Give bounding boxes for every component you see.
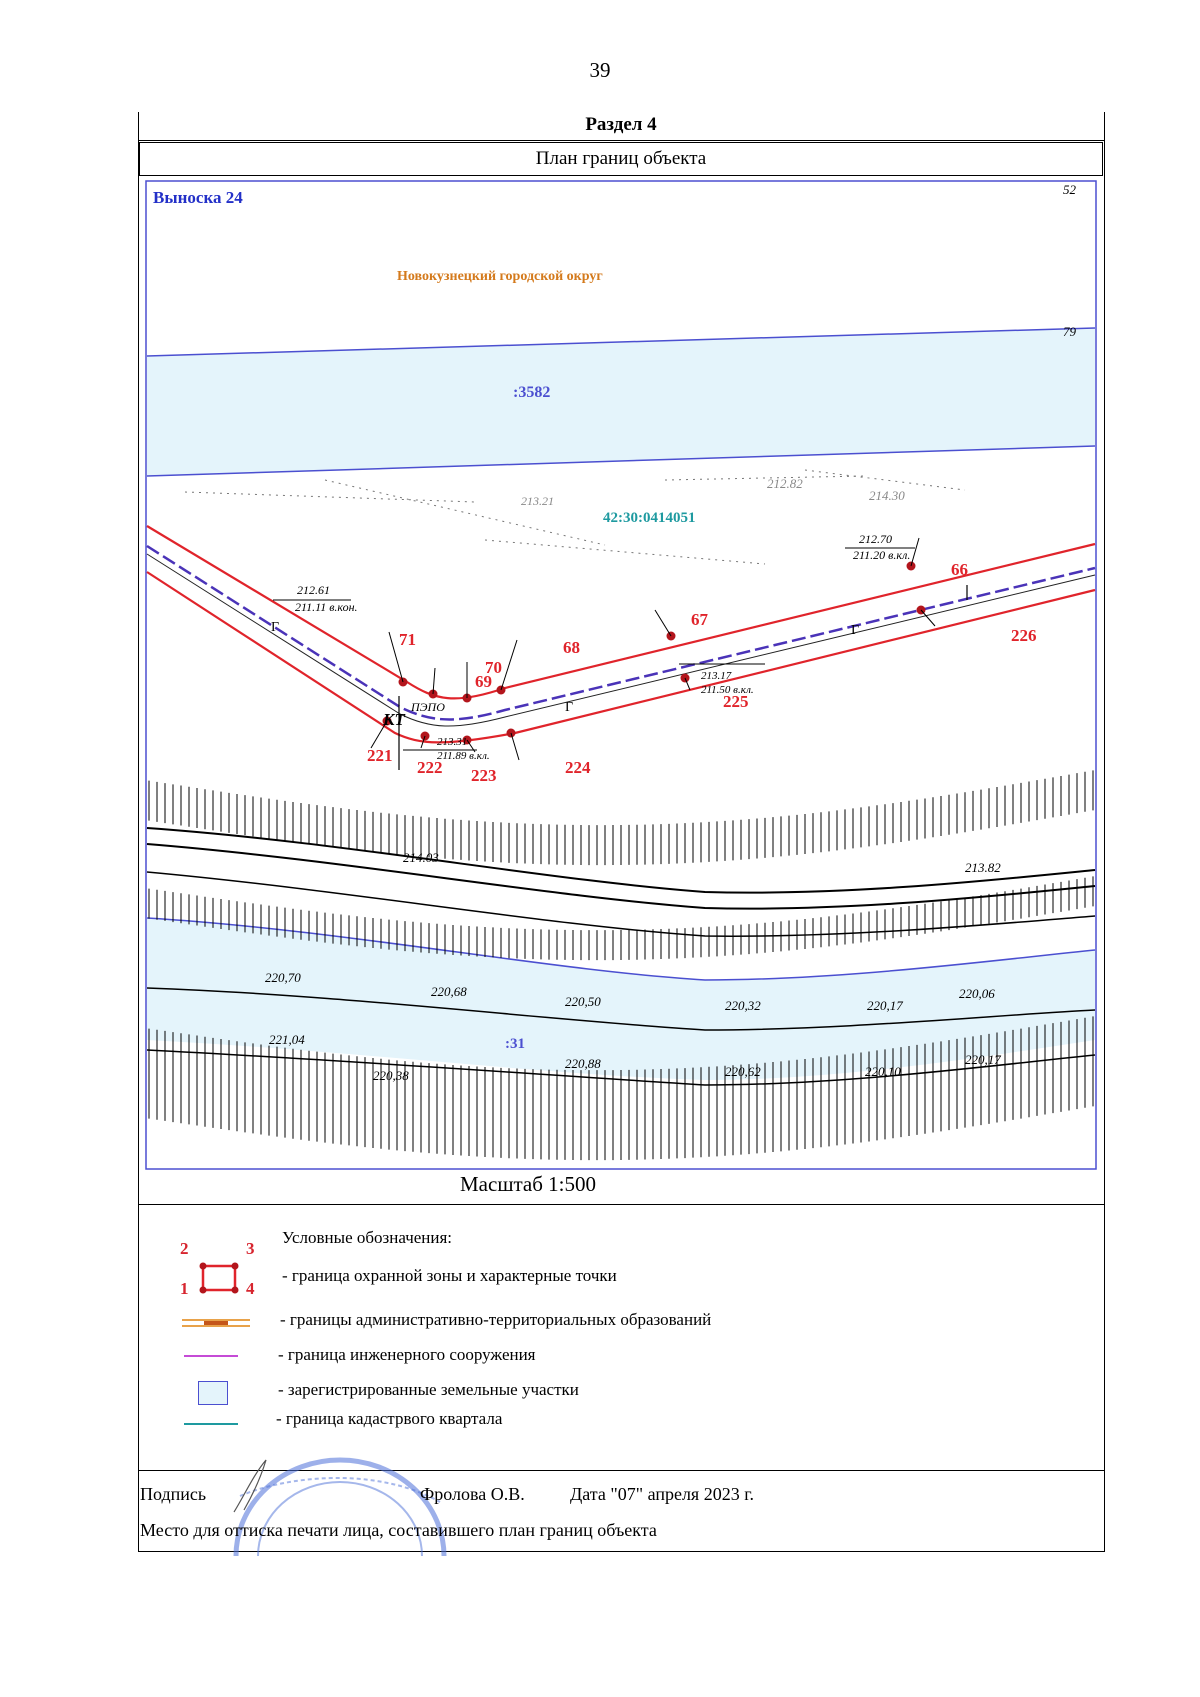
quarter-number: 42:30:0414051	[603, 510, 696, 526]
height-220-06: 220,06	[959, 986, 995, 1001]
legend-corner-3: 3	[246, 1239, 255, 1258]
height-220-68: 220,68	[431, 984, 467, 999]
point-223: 223	[471, 766, 497, 785]
height-220-62: 220,62	[725, 1064, 761, 1079]
section-title: Раздел 4	[585, 114, 657, 135]
height-220-50: 220,50	[565, 994, 601, 1009]
legend-quarter-symbol	[184, 1423, 238, 1425]
g-label-1: Г	[851, 623, 860, 638]
point-225: 225	[723, 692, 749, 711]
g-label-3: Г	[271, 620, 280, 635]
point-68: 68	[563, 638, 580, 657]
height-214-03: 214.03	[403, 850, 439, 865]
point-221: 221	[367, 746, 393, 765]
signature-scribble	[230, 1456, 290, 1516]
height-220-17b: 220,17	[965, 1052, 1001, 1067]
height-a1-top: 212.61	[297, 583, 330, 597]
height-220-38: 220,38	[373, 1068, 409, 1083]
faded-height-1: 212.82	[767, 476, 803, 491]
point-66: 66	[951, 560, 968, 579]
legend-admin-symbol	[182, 1318, 250, 1328]
point-226: 226	[1011, 626, 1037, 645]
height-220-32: 220,32	[725, 998, 761, 1013]
frame-map-bottom-line	[138, 1204, 1105, 1205]
height-a2-bottom: 211.20 в.кл.	[853, 548, 911, 562]
corner-label: 52	[1063, 182, 1076, 197]
legend-parcel-symbol	[198, 1381, 228, 1405]
callout-label: Выноска 24	[153, 188, 243, 207]
height-a4-bottom: 211.89 в.кл.	[437, 750, 490, 762]
edge-label: 79	[1063, 324, 1076, 339]
height-220-17: 220,17	[867, 998, 903, 1013]
point-222: 222	[417, 758, 443, 777]
legend-item-admin: - границы административно-территориальных образований	[280, 1310, 712, 1329]
legend-item-zone: - граница охранной зоны и характерные точки	[282, 1266, 617, 1285]
height-213-82: 213.82	[965, 860, 1001, 875]
legend-corner-2: 2	[180, 1239, 189, 1258]
frame-left-line	[138, 112, 139, 1552]
height-a1-bottom: 211.11 в.кон.	[295, 600, 358, 614]
point-70: 70	[485, 658, 502, 677]
legend-corner-1: 1	[180, 1279, 189, 1298]
signature-label: Подпись	[140, 1484, 207, 1504]
height-a4-top: 213.31	[437, 736, 468, 748]
legend-corner-4: 4	[246, 1279, 255, 1298]
point-67: 67	[691, 610, 708, 629]
parcel-31-label: :31	[505, 1036, 525, 1052]
plan-title: План границ объекта	[139, 142, 1103, 176]
g-label-2: Г	[565, 700, 574, 715]
frame-section-divider	[138, 140, 1105, 141]
height-a3-bottom: 211.50 в.кл.	[701, 684, 754, 696]
legend-engineering-symbol	[184, 1355, 238, 1357]
legend-item-quarter: - граница кадастрвого квартала	[276, 1409, 503, 1428]
boundary-plan-map	[145, 180, 1097, 1170]
height-220-10: 220,10	[865, 1064, 901, 1079]
faded-height-3: 213.21	[521, 494, 554, 508]
signature-date: Дата "07" апреля 2023 г.	[570, 1484, 755, 1504]
district-label: Новокузнецкий городской округ	[397, 269, 603, 284]
kt-label: КТ	[383, 710, 405, 729]
stamp-place-text: Место для оттиска печати лица, составившего план границ объекта	[140, 1520, 657, 1540]
legend-item-engineering: - граница инженерного сооружения	[278, 1345, 536, 1364]
signer-name: Фролова О.В.	[420, 1484, 525, 1504]
page-number: 39	[589, 58, 611, 82]
pzpo-label: ПЭПО	[411, 700, 445, 714]
height-a3-top: 213.17	[701, 670, 732, 682]
height-220-88: 220,88	[565, 1056, 601, 1071]
frame-right-line	[1104, 112, 1105, 1552]
legend-item-parcels: - зарегистрированные земельные участки	[278, 1380, 579, 1399]
height-220-70: 220,70	[265, 970, 301, 985]
parcel-3582-label: :3582	[513, 384, 551, 401]
legend-zone-symbol	[180, 1244, 250, 1304]
point-224: 224	[565, 758, 591, 777]
point-69: 69	[475, 672, 492, 691]
legend-title: Условные обозначения:	[282, 1228, 453, 1247]
scale-label: Масштаб 1:500	[460, 1172, 597, 1196]
point-71: 71	[399, 630, 416, 649]
height-221-04: 221,04	[269, 1032, 305, 1047]
height-a2-top: 212.70	[859, 532, 892, 546]
faded-height-2: 214.30	[869, 488, 905, 503]
